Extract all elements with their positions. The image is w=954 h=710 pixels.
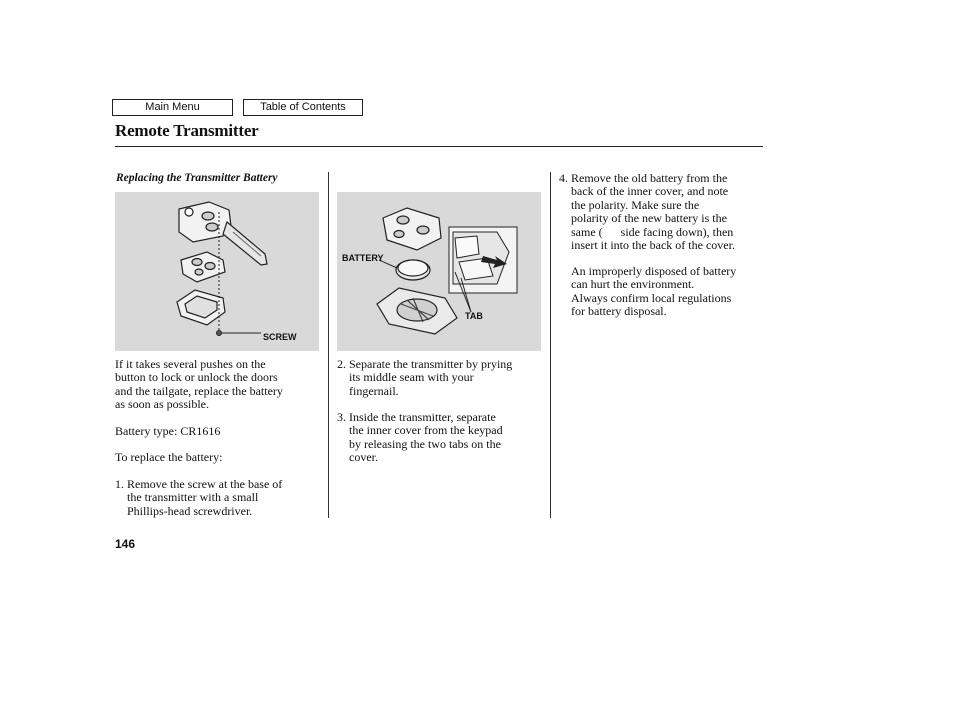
screw-label: SCREW — [263, 332, 297, 342]
figure-battery-tab — [337, 192, 541, 351]
section-heading: Replacing the Transmitter Battery — [116, 172, 278, 184]
disposal-note: An improperly disposed of battery can hurt the environment. Always confirm local regulations for battery disposal. — [571, 264, 737, 319]
to-replace-text: To replace the battery: — [115, 450, 223, 464]
step-3-text: 3. Inside the transmitter, separate the inner cover from the keypad by releasing the two tabs on the cover. — [337, 410, 503, 465]
table-of-contents-button[interactable]: Table of Contents — [243, 99, 363, 116]
transmitter-key-illustration — [115, 192, 319, 351]
column-divider-2 — [550, 172, 551, 518]
battery-label: BATTERY — [342, 253, 384, 263]
battery-tab-illustration — [337, 192, 541, 351]
figure-transmitter-screw — [115, 192, 319, 351]
page-title: Remote Transmitter — [115, 121, 259, 140]
intro-paragraph: If it takes several pushes on the button to lock or unlock the doors and the tailgate, replace the battery as soon as possible. — [115, 357, 283, 412]
tab-label: TAB — [465, 311, 483, 321]
step-4-text: 4. Remove the old battery from the back of the inner cover, and note the polarity. Make sure the polarity of the new battery is the same ( side facing down), then insert it into the back of the cover. — [559, 171, 735, 253]
column-divider-1 — [328, 172, 329, 518]
title-rule — [115, 146, 763, 147]
step-2-text: 2. Separate the transmitter by prying its middle seam with your fingernail. — [337, 357, 513, 398]
battery-type-text: Battery type: CR1616 — [115, 424, 221, 438]
main-menu-button[interactable]: Main Menu — [112, 99, 233, 116]
page-number: 146 — [115, 537, 136, 551]
step-1-text: 1. Remove the screw at the base of the transmitter with a small Phillips-head screwdriver. — [115, 477, 283, 518]
